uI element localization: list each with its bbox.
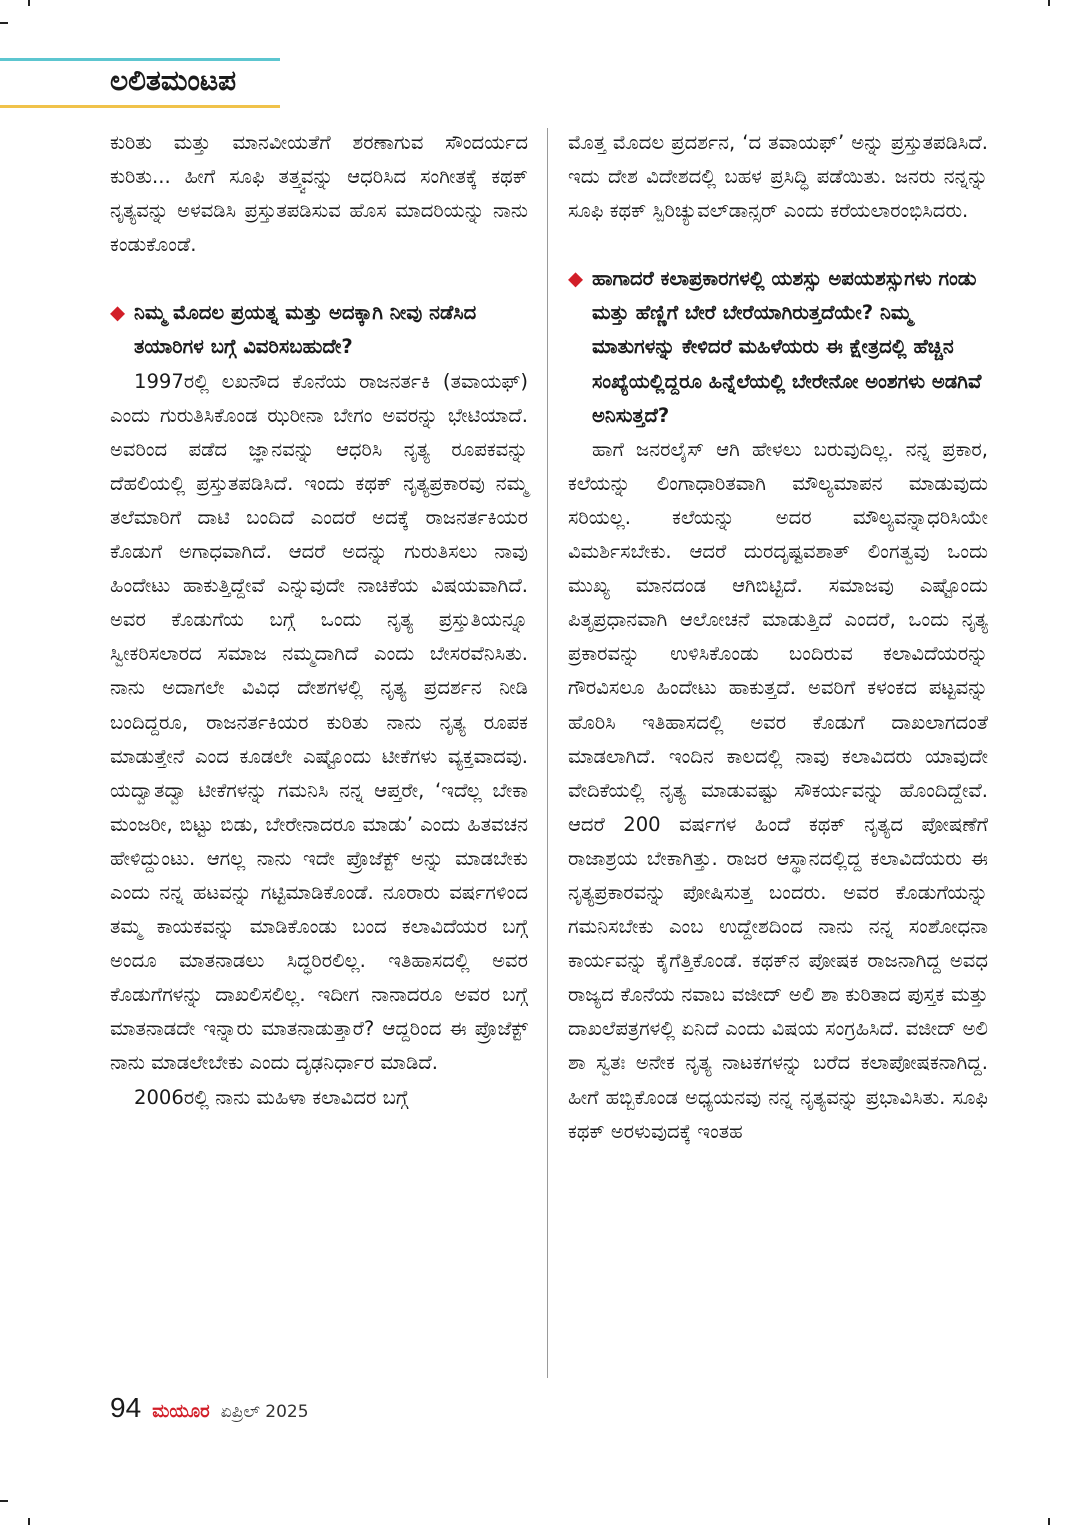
left-column [110,126,528,1115]
crop-mark [1048,1518,1050,1525]
paragraph: ಹಾಗೆ ಜನರಲೈಸ್ ಆಗಿ ಹೇಳಲು ಬರುವುದಿಲ್ಲ. ನನ್ನ ಪ್ರಕಾರ, ಕಲೆಯನ್ನು ಲಿಂಗಾಧಾರಿತವಾಗಿ ಮೌಲ್ಯಮಾಪನ ಮಾಡುವುದು ಸರಿಯಲ್ಲ. ಕಲೆಯನ್ನು ಅದರ ಮೌಲ್ಯವನ್ನಾಧರಿಸಿಯೇ ವಿಮರ್ಶಿಸಬೇಕು. ಆದರೆ ದುರದೃಷ್ಟವಶಾತ್ ಲಿಂಗತ್ವವು ಒಂದು ಮುಖ್ಯ ಮಾನದಂಡ ಆಗಿಬಿಟ್ಟಿದೆ. ಸಮಾಜವು ಎಷ್ಟೊಂದು ಪಿತೃಪ್ರಧಾನವಾಗಿ ಆಲೋಚನೆ ಮಾಡುತ್ತಿದೆ ಎಂದರೆ, ಒಂದು ನೃತ್ಯ ಪ್ರಕಾರವನ್ನು ಉಳಿಸಿಕೊಂಡು ಬಂದಿರುವ ಕಲಾವಿದೆಯರನ್ನು ಗೌರವಿಸಲೂ ಹಿಂದೇಟು ಹಾಕುತ್ತದೆ. ಅವರಿಗೆ ಕಳಂಕದ ಪಟ್ಟವನ್ನು ಹೊರಿಸಿ ಇತಿಹಾಸದಲ್ಲಿ ಅವರ ಕೊಡುಗೆ ದಾಖಲಾಗದಂತೆ ಮಾಡಲಾಗಿದೆ. ಇಂದಿನ ಕಾಲದಲ್ಲಿ ನಾವು ಕಲಾವಿದರು ಯಾವುದೇ ವೇದಿಕೆಯಲ್ಲಿ ನೃತ್ಯ ಮಾಡುವಷ್ಟು ಸೌಕರ್ಯವನ್ನು ಹೊಂದಿದ್ದೇವೆ. ಆದರೆ 200 ವರ್ಷಗಳ ಹಿಂದೆ ಕಥಕ್ ನೃತ್ಯದ ಪೋಷಣೆಗೆ ರಾಜಾಶ್ರಯ ಬೇಕಾಗಿತ್ತು. ರಾಜರ ಆಸ್ಥಾನದಲ್ಲಿದ್ದ ಕಲಾವಿದೆಯರು ಈ ನೃತ್ಯಪ್ರಕಾರವನ್ನು ಪೋಷಿಸುತ್ತ ಬಂದರು. ಅವರ ಕೊಡುಗೆಯನ್ನು ಗಮನಿಸಬೇಕು ಎಂಬ ಉದ್ದೇಶದಿಂದ ನಾನು ನನ್ನ ಸಂಶೋಧನಾ ಕಾರ್ಯವನ್ನು ಕೈಗೆತ್ತಿಕೊಂಡೆ. ಕಥಕ್‌ನ ಪೋಷಕ ರಾಜನಾಗಿದ್ದ ಅವಧ ರಾಜ್ಯದ ಕೊನೆಯ ನವಾಬ ವಜೀದ್ ಅಲಿ ಶಾ ಕುರಿತಾದ ಪುಸ್ತಕ ಮತ್ತು ದಾಖಲೆಪತ್ರಗಳಲ್ಲಿ ಏನಿದೆ ಎಂದು ವಿಷಯ ಸಂಗ್ರಹಿಸಿದೆ. ವಜೀದ್ ಅಲಿ ಶಾ ಸ್ವತಃ ಅನೇಕ ನೃತ್ಯ ನಾಟಕಗಳನ್ನು ಬರೆದ ಕಲಾಪೋಷಕನಾಗಿದ್ದ. ಹೀಗೆ ಹಬ್ಬಿಕೊಂಡ ಅಧ್ಯಯನವು ನನ್ನ ನೃತ್ಯವನ್ನು ಪ್ರಭಾವಿಸಿತು. ಸೂಫಿ ಕಥಕ್ ಅರಳುವುದಕ್ಕೆ ಇಂತಹ [568,437,988,1143]
section-title: ಲಲಿತಮಂಟಪ [110,64,237,97]
interview-question [110,296,528,364]
header-top-rule [0,58,280,61]
crop-mark [28,1518,30,1525]
crop-mark [0,1500,8,1502]
paragraph: ಮೊತ್ತ ಮೊದಲ ಪ್ರದರ್ಶನ, ‘ದ ತವಾಯಫ್’ ಅನ್ನು ಪ್ರಸ್ತುತಪಡಿಸಿದೆ. ಇದು ದೇಶ ವಿದೇಶದಲ್ಲಿ ಬಹಳ ಪ್ರಸಿದ್ಧಿ ಪಡೆಯಿತು. ಜನರು ನನ್ನನ್ನು ಸೂಫಿ ಕಥಕ್ ಸ್ಪಿರಿಚ್ಯುವಲ್‌ಡಾನ್ಸರ್ ಎಂದು ಕರೆಯಲಾರಂಭಿಸಿದರು. [568,131,988,223]
diamond-bullet-icon: ◆ [110,301,126,325]
issue-date: ಏಪ್ರಿಲ್ 2025 [220,1402,309,1422]
paragraph: 2006ರಲ್ಲಿ ನಾನು ಮಹಿಳಾ ಕಲಾವಿದರ ಬಗ್ಗೆ [134,1085,409,1109]
section-header [0,58,280,110]
paragraph: 1997ರಲ್ಲಿ ಲಖನೌದ ಕೊನೆಯ ರಾಜನರ್ತಕಿ (ತವಾಯಫ್) ಎಂದು ಗುರುತಿಸಿಕೊಂಡ ಝರೀನಾ ಬೇಗಂ ಅವರನ್ನು ಭೇಟಿಯಾದೆ. ಅವರಿಂದ ಪಡೆದ ಜ್ಞಾನವನ್ನು ಆಧರಿಸಿ ನೃತ್ಯ ರೂಪಕವನ್ನು ದೆಹಲಿಯಲ್ಲಿ ಪ್ರಸ್ತುತಪಡಿಸಿದೆ. ಇಂದು ಕಥಕ್ ನೃತ್ಯಪ್ರಕಾರವು ನಮ್ಮ ತಲೆಮಾರಿಗೆ ದಾಟಿ ಬಂದಿದೆ ಎಂದರೆ ಅದಕ್ಕೆ ರಾಜನರ್ತಕಿಯರ ಕೊಡುಗೆ ಅಗಾಧವಾಗಿದೆ. ಆದರೆ ಅದನ್ನು ಗುರುತಿಸಲು ನಾವು ಹಿಂದೇಟು ಹಾಕುತ್ತಿದ್ದೇವೆ ಎನ್ನುವುದೇ ನಾಚಿಕೆಯ ವಿಷಯವಾಗಿದೆ. ಅವರ ಕೊಡುಗೆಯ ಬಗ್ಗೆ ಒಂದು ನೃತ್ಯ ಪ್ರಸ್ತುತಿಯನ್ನೂ ಸ್ವೀಕರಿಸಲಾರದ ಸಮಾಜ ನಮ್ಮದಾಗಿದೆ ಎಂದು ಬೇಸರವೆನಿಸಿತು. ನಾನು ಅದಾಗಲೇ ವಿವಿಧ ದೇಶಗಳಲ್ಲಿ ನೃತ್ಯ ಪ್ರದರ್ಶನ ನೀಡಿ ಬಂದಿದ್ದರೂ, ರಾಜನರ್ತಕಿಯರ ಕುರಿತು ನಾನು ನೃತ್ಯ ರೂಪಕ ಮಾಡುತ್ತೇನೆ ಎಂದ ಕೂಡಲೇ ಎಷ್ಟೊಂದು ಟೀಕೆಗಳು ವ್ಯಕ್ತವಾದವು. ಯದ್ವಾತದ್ವಾ ಟೀಕೆಗಳನ್ನು ಗಮನಿಸಿ ನನ್ನ ಆಪ್ತರೇ, ‘ಇದೆಲ್ಲ ಬೇಕಾ ಮಂಜರೀ, ಬಿಟ್ಟು ಬಿಡು, ಬೇರೇನಾದರೂ ಮಾಡು’ ಎಂದು ಹಿತವಚನ ಹೇಳಿದ್ದುಂಟು. ಆಗಲ್ಲ ನಾನು ಇದೇ ಪ್ರೊಜೆಕ್ಟ್ ಅನ್ನು ಮಾಡಬೇಕು ಎಂದು ನನ್ನ ಹಟವನ್ನು ಗಟ್ಟಿಮಾಡಿಕೊಂಡೆ. ನೂರಾರು ವರ್ಷಗಳಿಂದ ತಮ್ಮ ಕಾಯಕವನ್ನು ಮಾಡಿಕೊಂಡು ಬಂದ ಕಲಾವಿದೆಯರ ಬಗ್ಗೆ ಅಂದೂ ಮಾತನಾಡಲು ಸಿದ್ಧರಿರಲಿಲ್ಲ. ಇತಿಹಾಸದಲ್ಲಿ ಅವರ ಕೊಡುಗೆಗಳನ್ನು ದಾಖಲಿಸಲಿಲ್ಲ. ಇದೀಗ ನಾನಾದರೂ ಅವರ ಬಗ್ಗೆ ಮಾತನಾಡದೇ ಇನ್ನಾರು ಮಾತನಾಡುತ್ತಾರೆ? ಆದ್ದರಿಂದ ಈ ಪ್ರೊಜೆಕ್ಟ್ ನಾನು ಮಾಡಲೇಬೇಕು ಎಂದು ದೃಢನಿರ್ಧಾರ ಮಾಡಿದೆ. [110,369,528,1075]
interview-question [568,262,988,432]
paragraph: ಕುರಿತು ಮತ್ತು ಮಾನವೀಯತೆಗೆ ಶರಣಾಗುವ ಸೌಂದರ್ಯದ ಕುರಿತು... ಹೀಗೆ ಸೂಫಿ ತತ್ತ್ವವನ್ನು ಆಧರಿಸಿದ ಸಂಗೀತಕ್ಕೆ ಕಥಕ್ ನೃತ್ಯವನ್ನು ಅಳವಡಿಸಿ ಪ್ರಸ್ತುತಪಡಿಸುವ ಹೊಸ ಮಾದರಿಯನ್ನು ನಾನು ಕಂಡುಕೊಂಡೆ. [110,131,528,257]
crop-mark [1048,0,1050,6]
crop-mark [28,0,30,6]
question-text: ಹಾಗಾದರೆ ಕಲಾಪ್ರಕಾರಗಳಲ್ಲಿ ಯಶಸ್ಸು ಅಪಯಶಸ್ಸುಗಳು ಗಂಡು ಮತ್ತು ಹೆಣ್ಣಿಗೆ ಬೇರೆ ಬೇರೆಯಾಗಿರುತ್ತದೆಯೇ? ನಿಮ್ಮ ಮಾತುಗಳನ್ನು ಕೇಳಿದರೆ ಮಹಿಳೆಯರು ಈ ಕ್ಷೇತ್ರದಲ್ಲಿ ಹೆಚ್ಚಿನ ಸಂಖ್ಯೆಯಲ್ಲಿದ್ದರೂ ಹಿನ್ನೆಲೆಯಲ್ಲಿ ಬೇರೇನೋ ಅಂಶಗಳು ಅಡಗಿವೆ ಅನಿಸುತ್ತದೆ? [592,267,982,427]
question-text: ನಿಮ್ಮ ಮೊದಲ ಪ್ರಯತ್ನ ಮತ್ತು ಅದಕ್ಕಾಗಿ ನೀವು ನಡೆಸಿದ ತಯಾರಿಗಳ ಬಗ್ಗೆ ವಿವರಿಸಬಹುದೇ? [134,301,477,359]
diamond-bullet-icon: ◆ [568,267,584,291]
right-column [568,126,988,1149]
header-bottom-rule [0,105,280,108]
crop-mark [0,22,8,24]
page-footer [110,1392,309,1428]
magazine-logo: ಮಯೂರ [152,1401,210,1422]
column-divider [547,128,548,1378]
page-number: 94 [110,1392,142,1423]
